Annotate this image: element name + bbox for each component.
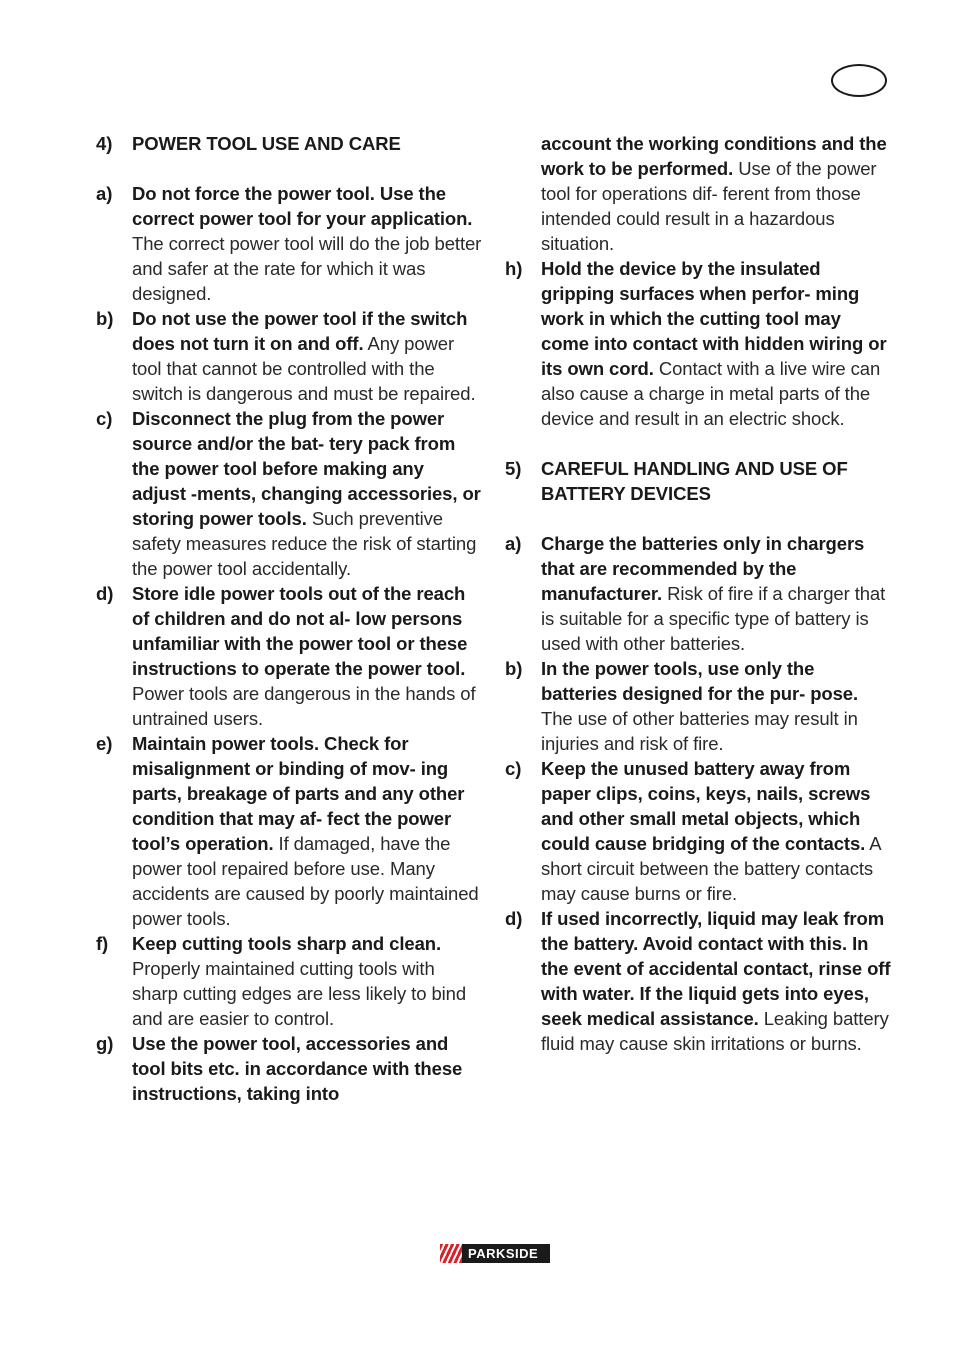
list-item	[96, 1031, 482, 1106]
item-text: The correct power tool will do the job better and safer at the rate for which it was designed.	[132, 233, 482, 304]
item-text: Use of the power tool for operations dif- ferent from those intended could result in a hazardous situation.	[541, 158, 877, 254]
item-text: Properly maintained cutting tools with sharp cutting edges are less likely to bind and are easier to control.	[132, 958, 467, 1029]
right-column	[505, 131, 891, 1056]
item-text: Such preventive safety measures reduce the risk of starting the power tool accidentally.	[132, 508, 477, 579]
item-bold-text: Do not force the power tool. Use the correct power tool for your application.	[132, 183, 473, 229]
logo-text: PARKSIDE	[468, 1246, 539, 1261]
section-number: 4)	[96, 133, 113, 154]
item-marker: a)	[96, 183, 113, 204]
item-marker: e)	[96, 733, 113, 754]
list-item	[96, 181, 482, 306]
list-item	[505, 531, 891, 656]
section-title: CAREFUL HANDLING AND USE OF BATTERY DEVICES	[541, 458, 848, 504]
list-item	[96, 406, 482, 581]
section-4-heading	[96, 131, 482, 156]
list-item	[505, 906, 891, 1056]
item-text: Power tools are dangerous in the hands of untrained users.	[132, 683, 476, 729]
item-bold-text: account the working conditions and the work to be performed.	[541, 133, 887, 179]
item-bold-text: Do not use the power tool if the switch does not turn it on and off.	[132, 308, 468, 354]
item-text: Contact with a live wire can also cause a charge in metal parts of the device and result in an electric shock.	[541, 358, 881, 429]
logo-stripes-icon	[440, 1244, 462, 1263]
item-marker: a)	[505, 533, 522, 554]
list-item	[505, 656, 891, 756]
item-text: If damaged, have the power tool repaired before use. Many accidents are caused by poorly maintained power tools.	[132, 833, 479, 929]
item-marker: d)	[96, 583, 114, 604]
item-marker: b)	[96, 308, 114, 329]
item-marker: c)	[96, 408, 113, 429]
item-marker: c)	[505, 758, 522, 779]
item-text: The use of other batteries may result in injuries and risk of fire.	[541, 708, 858, 754]
item-bold-text: Store idle power tools out of the reach of children and do not al- low persons unfamiliar with the power tool or these instructions to operate the power tool.	[132, 583, 468, 679]
list-item	[96, 731, 482, 931]
parkside-logo	[440, 1244, 550, 1263]
list-item	[505, 756, 891, 906]
item-marker: d)	[505, 908, 523, 929]
item-bold-text: Maintain power tools. Check for misalignment or binding of mov- ing parts, breakage of parts and any other condition that may af- fect the power tool’s operation.	[132, 733, 465, 854]
left-column	[96, 131, 482, 1106]
item-bold-text: Charge the batteries only in chargers that are recommended by the manufacturer.	[541, 533, 865, 604]
item-bold-text: If used incorrectly, liquid may leak from the battery. Avoid contact with this. In the event of accidental contact, rinse off with water. If the liquid gets into eyes, seek medical assistance.	[541, 908, 891, 1029]
section-5-heading	[505, 456, 891, 506]
item-marker: h)	[505, 258, 523, 279]
item-text: A short circuit between the battery contacts may cause burns or fire.	[541, 833, 881, 904]
list-item	[96, 931, 482, 1031]
item-bold-text: Hold the device by the insulated gripping surfaces when perfor- ming work in which the cutting tool may come into contact with hidden wiring or its own cord.	[541, 258, 887, 379]
item-bold-text: Use the power tool, accessories and tool bits etc. in accordance with these instructions, taking into	[132, 1033, 463, 1104]
item-text: Risk of fire if a charger that is suitable for a specific type of battery is used with other batteries.	[541, 583, 886, 654]
list-item	[96, 581, 482, 731]
item-marker: b)	[505, 658, 523, 679]
list-item	[505, 256, 891, 431]
section-number: 5)	[505, 458, 522, 479]
list-item-continued	[505, 131, 891, 256]
item-text: Leaking battery fluid may cause skin irritations or burns.	[541, 1008, 889, 1054]
item-marker: g)	[96, 1033, 114, 1054]
item-text: Any power tool that cannot be controlled with the switch is dangerous and must be repaired.	[132, 333, 476, 404]
item-bold-text: Keep the unused battery away from paper clips, coins, keys, nails, screws and other small metal objects, which could cause bridging of the contacts.	[541, 758, 871, 854]
item-marker: f)	[96, 933, 109, 954]
list-item	[96, 306, 482, 406]
item-bold-text: In the power tools, use only the batteries designed for the pur- pose.	[541, 658, 859, 704]
section-title: POWER TOOL USE AND CARE	[132, 133, 401, 154]
item-bold-text: Keep cutting tools sharp and clean.	[132, 933, 441, 954]
language-badge	[831, 64, 887, 97]
item-bold-text: Disconnect the plug from the power source and/or the bat- tery pack from the power tool before making any adjust -ments, changing accessories, or storing power tools.	[132, 408, 481, 529]
